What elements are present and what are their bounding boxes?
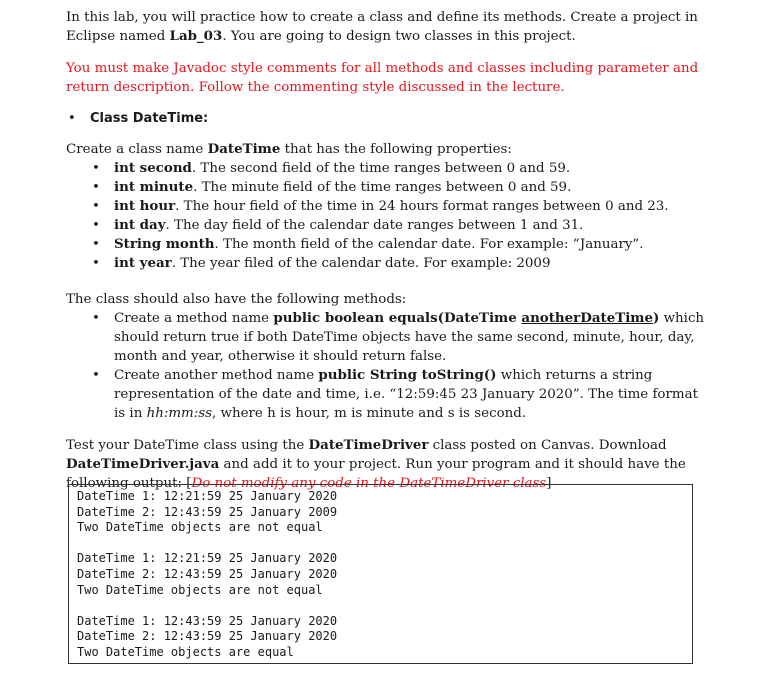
class-heading — [66, 109, 706, 128]
code-line: Two DateTime objects are equal — [77, 644, 294, 659]
property-desc: . The hour field of the time in 24 hours format ranges between 0 and 23. — [175, 199, 669, 214]
code-line: DateTime 1: 12:43:59 25 January 2020 — [77, 613, 338, 628]
methods-intro: The class should also have the following methods: — [66, 292, 407, 307]
property-name: int minute — [114, 179, 194, 195]
code-line: DateTime 1: 12:21:59 25 January 2020 — [77, 551, 338, 566]
property-name: int second — [114, 160, 192, 176]
properties-intro — [66, 140, 706, 159]
javadoc-warning: You must make Javadoc style comments for all methods and classes including parameter and return description. Follow the commenting style discussed in the lecture. — [66, 61, 699, 95]
properties-intro-suffix: that has the following properties: — [280, 142, 512, 157]
output-code-box — [68, 484, 693, 664]
test-note: Do not modify any code in the DateTimeDriver class — [191, 476, 547, 491]
property-name: int day — [114, 217, 166, 233]
list-item — [92, 366, 706, 423]
intro-paragraph — [66, 8, 706, 46]
test-text: class posted on Canvas. Download — [428, 438, 667, 453]
code-line: DateTime 2: 12:43:59 25 January 2020 — [77, 566, 338, 581]
class-name: DateTime — [207, 141, 281, 157]
method-prefix: Create another method name — [114, 368, 319, 383]
method-signature — [273, 310, 659, 326]
test-text-end: ] — [546, 476, 552, 491]
list-item — [92, 216, 706, 235]
methods-list — [66, 309, 706, 423]
bullet-icon: • — [68, 111, 76, 126]
code-line: DateTime 2: 12:43:59 25 January 2020 — [77, 629, 338, 644]
code-line: Two DateTime objects are not equal — [77, 582, 323, 597]
property-desc: . The day field of the calendar date ranges between 1 and 31. — [165, 218, 584, 233]
bullet-icon: • — [92, 368, 100, 383]
code-line: Two DateTime objects are not equal — [77, 520, 323, 535]
class-heading-label: Class DateTime: — [90, 111, 209, 126]
property-desc: . The second field of the time ranges between 0 and 59. — [191, 161, 571, 176]
method-prefix: Create a method name — [114, 311, 274, 326]
code-gap — [77, 536, 692, 552]
method-desc: which should return true if both DateTime objects have the same second, minute, hour, day, month and year, otherwise it should return false. — [114, 311, 705, 364]
bullet-icon: • — [92, 180, 100, 195]
property-desc: . The year filed of the calendar date. For example: 2009 — [171, 256, 551, 271]
document — [66, 8, 706, 493]
test-text: Test your DateTime class using the — [66, 438, 309, 453]
bullet-icon: • — [92, 199, 100, 214]
driver-class: DateTimeDriver — [308, 437, 429, 453]
method-desc-end: , where h is hour, m is minute and s is second. — [212, 406, 527, 421]
intro-text-end: . You are going to design two classes in this project. — [222, 29, 576, 44]
bullet-icon: • — [92, 311, 100, 326]
bullet-icon: • — [92, 237, 100, 252]
project-name: Lab_03 — [169, 28, 223, 44]
list-item — [92, 235, 706, 254]
method-signature: public String toString() — [318, 367, 497, 383]
property-name: String month — [114, 236, 215, 252]
bullet-icon: • — [92, 218, 100, 233]
code-line: DateTime 2: 12:43:59 25 January 2009 — [77, 504, 338, 519]
signature-end: ) — [652, 310, 660, 326]
property-desc: . The minute field of the time ranges between 0 and 59. — [193, 180, 572, 195]
code-gap — [77, 598, 692, 614]
test-text: and add it to your project. Run your program and it should have the following output: [ — [66, 457, 686, 491]
list-item — [92, 309, 706, 366]
list-item — [92, 159, 706, 178]
list-item — [92, 197, 706, 216]
bullet-icon: • — [92, 161, 100, 176]
intro-text: In this lab, you will practice how to create a class and define its methods. Create a project in Eclipse named — [66, 10, 698, 44]
driver-file: DateTimeDriver.java — [66, 456, 220, 472]
signature-start: public boolean equals(DateTime — [273, 310, 522, 326]
list-item — [92, 178, 706, 197]
code-line: DateTime 1: 12:21:59 25 January 2020 — [77, 489, 338, 503]
properties-intro-prefix: Create a class name — [66, 142, 208, 157]
property-name: int year — [114, 255, 172, 271]
property-desc: . The month field of the calendar date. For example: “January”. — [214, 237, 644, 252]
signature-param: anotherDateTime — [521, 310, 653, 326]
properties-list — [66, 159, 706, 273]
list-item — [92, 254, 706, 273]
time-format: hh:mm:ss — [146, 406, 212, 421]
method-desc: which returns a string representation of the date and time, i.e. “12:59:45 23 January 2020”. The time format is in — [114, 368, 698, 421]
property-name: int hour — [114, 198, 176, 214]
bullet-icon: • — [92, 256, 100, 271]
